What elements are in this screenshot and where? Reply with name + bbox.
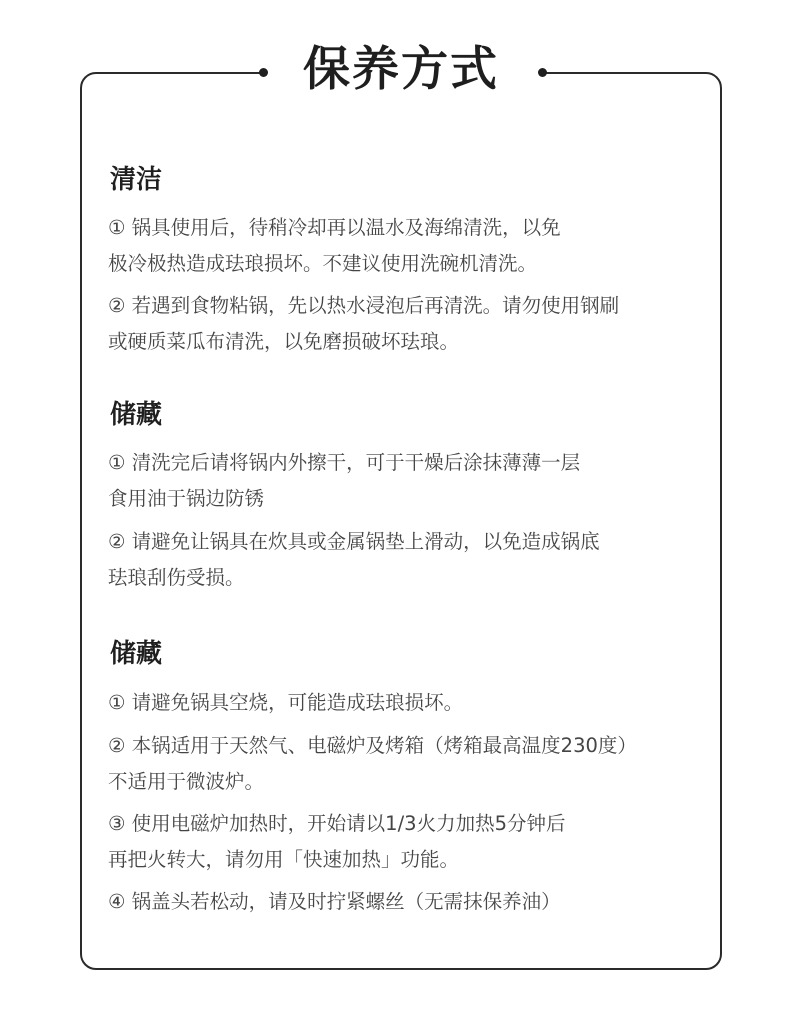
- usage-item-1-line-1: ① 请避免锅具空烧，可能造成珐琅损坏。: [108, 691, 464, 714]
- cleaning-item-2-line-1: ② 若遇到食物粘锅，先以热水浸泡后再清洗。请勿使用钢刷: [108, 294, 620, 317]
- usage-item-3: [108, 806, 708, 878]
- storage-item-2-line-2: 珐琅刮伤受损。: [108, 566, 245, 589]
- title-right-dot: [538, 68, 547, 77]
- cleaning-item-1-line-2: 极冷极热造成珐琅损坏。不建议使用洗碗机清洗。: [108, 252, 538, 275]
- page-title: 保养方式: [303, 42, 499, 97]
- storage-item-2: [108, 524, 708, 596]
- storage-item-1-line-2: 食用油于锅边防锈: [108, 487, 265, 510]
- cleaning-item-1-line-1: ① 锅具使用后，待稍冷却再以温水及海绵清洗，以免: [108, 216, 561, 239]
- section-heading-storage: 储藏: [110, 400, 163, 430]
- cleaning-item-2-line-2: 或硬质菜瓜布清洗，以免磨损破坏珐琅。: [108, 330, 460, 353]
- storage-item-1: [108, 445, 708, 517]
- usage-item-1: [108, 685, 708, 721]
- cleaning-item-2: [108, 288, 708, 360]
- storage-item-1-line-1: ① 清洗完后请将锅内外擦干，可于干燥后涂抹薄薄一层: [108, 451, 581, 474]
- storage-item-2-line-1: ② 请避免让锅具在炊具或金属锅垫上滑动，以免造成锅底: [108, 530, 600, 553]
- usage-item-3-line-1: ③ 使用电磁炉加热时，开始请以1/3火力加热5分钟后: [108, 812, 566, 835]
- usage-item-4: [108, 884, 708, 920]
- title-left-dot: [259, 68, 268, 77]
- usage-item-4-line-1: ④ 锅盖头若松动，请及时拧紧螺丝（无需抹保养油）: [108, 890, 561, 913]
- usage-item-2-line-2: 不适用于微波炉。: [108, 770, 265, 793]
- section-heading-cleaning: 清洁: [110, 165, 163, 195]
- usage-item-3-line-2: 再把火转大，请勿用「快速加热」功能。: [108, 848, 460, 871]
- usage-item-2-line-1: ② 本锅适用于天然气、电磁炉及烤箱（烤箱最高温度230度）: [108, 734, 637, 757]
- cleaning-item-1: [108, 210, 708, 282]
- section-heading-usage: 储藏: [110, 639, 163, 669]
- usage-item-2: [108, 728, 708, 800]
